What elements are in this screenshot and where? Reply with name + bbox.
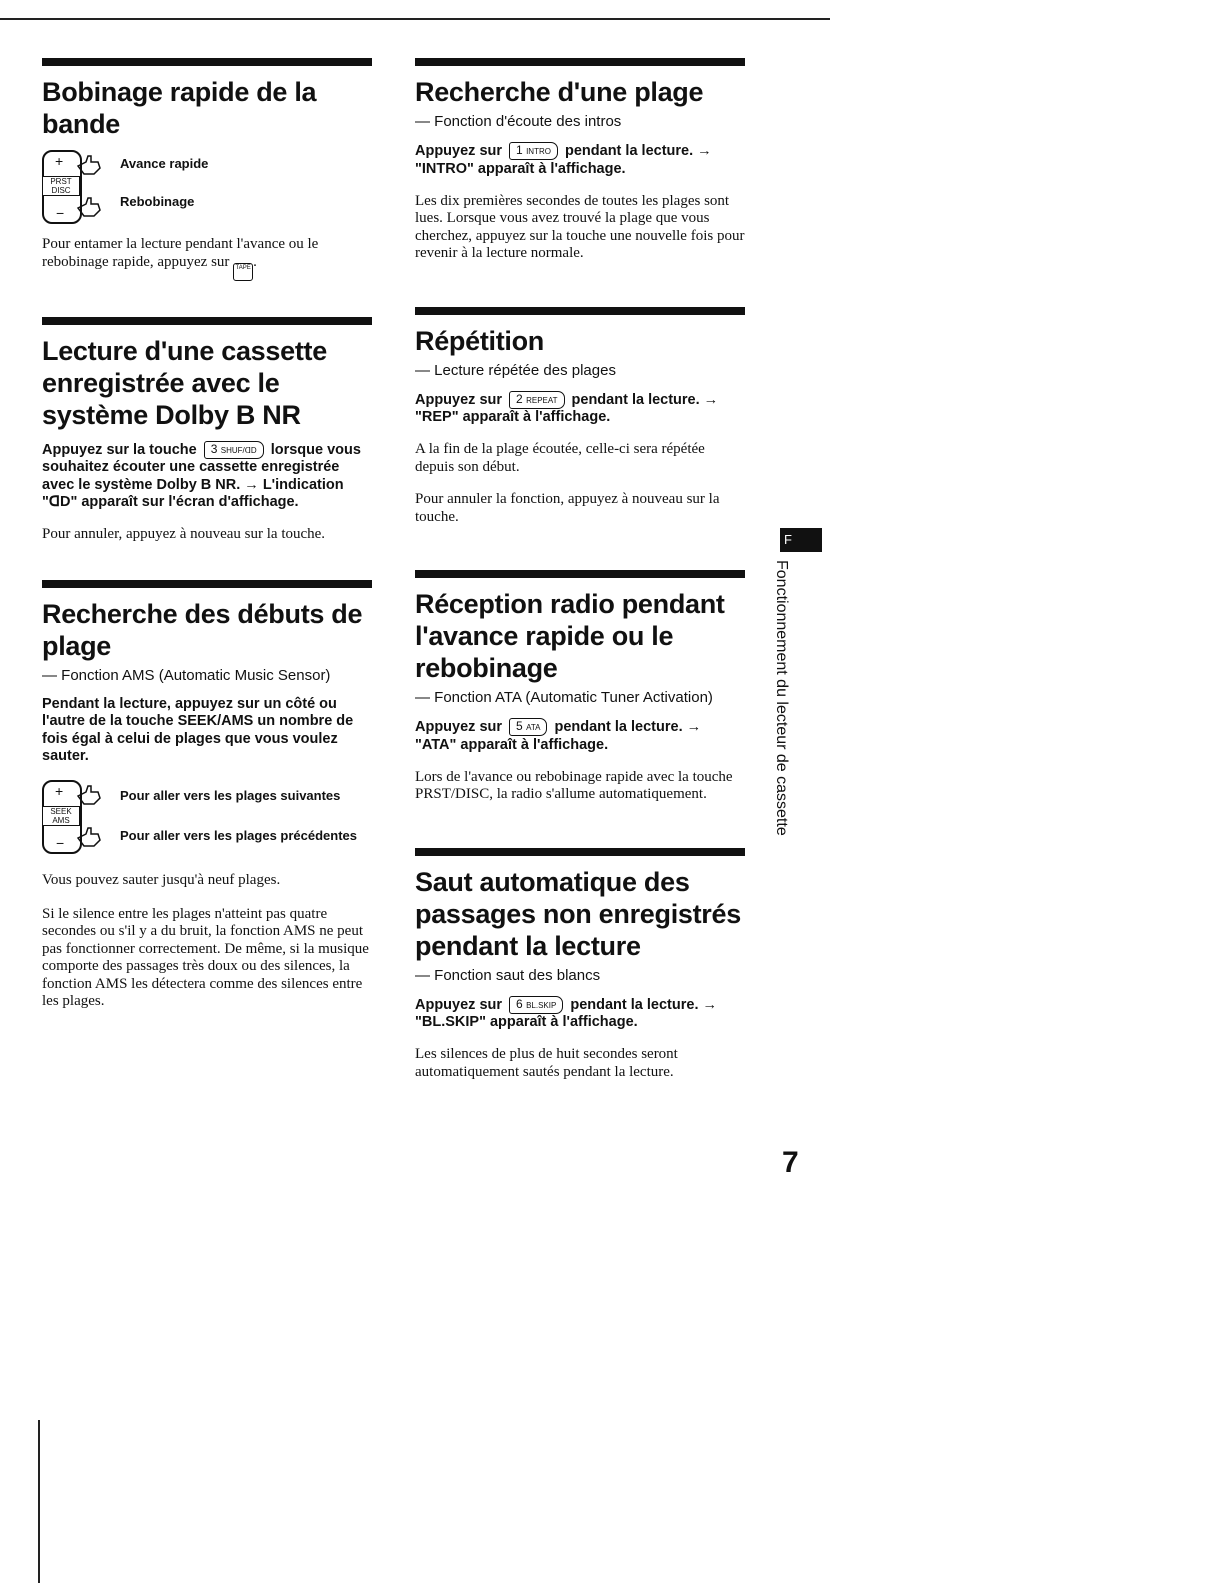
section-subtitle: — Fonction AMS (Automatic Music Sensor) [42,666,331,684]
body-text: Pour entamer la lecture pendant l'avance ou le rebobinage rapide, appuyez sur [42,236,319,270]
section-heading: Recherche d'une plage [415,77,704,107]
key-num: 5 [516,719,523,733]
instr-pre: Appuyez sur [415,996,503,1013]
tape-key-icon: TAPE [233,263,253,281]
key-label: INTRO [526,147,551,156]
section-subtitle: — Fonction saut des blancs [415,966,601,984]
chapter-tab: F [780,528,822,552]
intro-key [509,142,558,160]
ata-key [509,718,547,736]
instr-post: pendant la lecture. → "INTRO" apparaît à l'affichage. [415,143,712,177]
section-heading: Répétition [415,325,544,356]
previous-tracks-label: Pour aller vers les plages précédentes [120,828,358,843]
key-num: 3 [210,441,218,456]
section-heading: Réception radio pendant l'avance rapide ou le rebobinage [415,589,725,683]
section-bar [42,580,372,588]
shuf-key [204,441,264,459]
section-repeat [415,307,745,527]
key-label: REPEAT [526,395,558,405]
key-label: BL.SKIP [526,1000,557,1010]
pad-label: SEEK AMS [42,806,80,826]
section-subtitle: — Fonction d'écoute des intros [415,113,622,130]
plus-label: + [55,783,64,799]
seek-ams-diagram [42,780,372,864]
section-instruction [415,996,745,1032]
section-dolby [42,317,372,544]
fast-forward-label: Avance rapide [120,156,209,171]
instr-post: pendant la lecture. → "BL.SKIP" apparaît à l'affichage. [415,996,718,1030]
key-num: 1 [516,143,523,157]
section-ata [415,570,745,804]
section-body: Pour annuler, appuyez à nouveau sur la touche. [42,526,326,542]
instr-post: lorsque vous souhaitez écouter une cassette enregistrée avec le système Dolby B NR. → L'indication "ᗡD" apparaît sur l'écran d'affichage. [42,441,361,510]
section-body: Vous pouvez sauter jusqu'à neuf plages. [42,872,281,888]
section-heading: Lecture d'une cassette enregistrée avec le système Dolby B NR [42,335,327,430]
body-end: . [253,253,257,270]
section-bar [415,58,745,66]
section-heading: Recherche des débuts de plage [42,598,363,661]
blskip-key [509,996,563,1014]
section-body: A la fin de la plage écoutée, celle-ci sera répétée depuis son début. [415,441,705,475]
section-body: Les dix premières secondes de toutes les plages sont lues. Lorsque vous avez trouvé la plage que vous cherchez, appuyez sur la touche une nouvelle fois pour revenir à la lecture normale. [415,192,745,261]
section-instruction [42,441,372,512]
hand-pointer-icon [76,152,102,178]
key-num: 6 [516,996,523,1011]
rewind-label: Rebobinage [120,194,195,209]
section-body: Les silences de plus de huit secondes seront automatiquement sautés pendant la lecture. [415,1046,678,1080]
hand-pointer-icon [76,824,102,850]
instr-pre: Appuyez sur [415,143,503,159]
plus-label: + [55,153,64,169]
hand-pointer-icon [76,194,102,220]
instr-pre: Appuyez sur [415,719,503,735]
section-instruction [415,391,745,427]
instr-pre: Appuyez sur la touche [42,441,197,458]
section-body: Si le silence entre les plages n'atteint pas quatre secondes ou s'il y a du bruit, la fonction AMS ne peut pas fonctionner correctement. De même, si la musique comporte des passages très doux ou des silences, la fonction AMS les détectera comme des silences entre les plages. [42,905,369,1009]
section-bar [415,307,745,315]
section-bar [415,570,745,578]
section-ams [42,580,372,1011]
right-column [415,58,745,1096]
section-heading: Bobinage rapide de la bande [42,77,317,139]
key-label: ATA [526,723,541,732]
page-number: 7 [782,1146,799,1179]
section-instruction [415,718,745,754]
section-instruction [415,142,745,178]
key-num: 2 [516,391,523,406]
key-label: SHUF/ᗡD [220,445,257,455]
section-bar [42,58,372,66]
section-bar [415,848,745,856]
section-intro [415,58,745,263]
section-subtitle: — Lecture répétée des plages [415,361,616,379]
prst-disc-diagram [42,150,372,234]
section-blskip [415,848,745,1082]
hand-pointer-icon [76,782,102,808]
scan-edge-line [38,1420,40,1583]
pad-label: PRST DISC [42,176,80,196]
section-instruction: Pendant la lecture, appuyez sur un côté ou l'autre de la touche SEEK/AMS un nombre de fois égal à celui de plages que vous voulez sauter. [42,695,354,764]
instr-post: pendant la lecture. → "REP" apparaît à l'affichage. [415,391,719,425]
minus-label: − [56,835,65,851]
section-heading: Saut automatique des passages non enregistrés pendant la lecture [415,866,741,961]
top-rule [0,18,830,20]
next-tracks-label: Pour aller vers les plages suivantes [120,788,341,803]
section-body [42,236,372,281]
section-body: Pour annuler la fonction, appuyez à nouveau sur la touche. [415,491,720,525]
instr-pre: Appuyez sur [415,391,503,408]
section-body: Lors de l'avance ou rebobinage rapide avec la touche PRST/DISC, la radio s'allume automatiquement. [415,768,733,802]
minus-label: − [56,205,65,221]
section-bobinage [42,58,372,281]
repeat-key [509,391,564,409]
chapter-side-title: Fonctionnement du lecteur de cassette [773,560,790,836]
left-column [42,58,372,1026]
section-subtitle: — Fonction ATA (Automatic Tuner Activation) [415,689,713,706]
instr-post: pendant la lecture. → "ATA" apparaît à l'affichage. [415,719,702,753]
section-bar [42,317,372,325]
